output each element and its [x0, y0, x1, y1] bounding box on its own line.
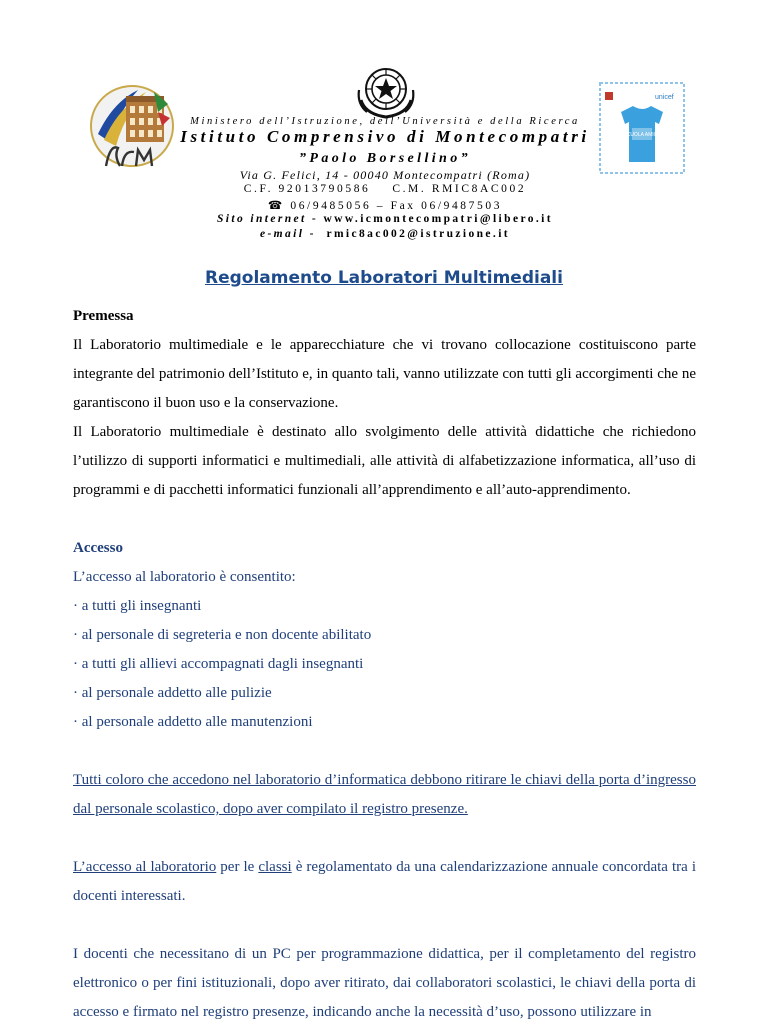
school-name: Istituto Comprensivo di Montecompatri: [180, 127, 590, 146]
list-item: · al personale addetto alle pulizie: [73, 685, 272, 701]
website-label: Sito internet: [216, 213, 307, 225]
fiscal-codes: [170, 183, 600, 195]
keys-rule: Tutti coloro che accedono nel laboratorio d’informatica debbono ritirare le chiavi della porta d’ingresso dal personale scolastico, dopo aver compilato il registro presenze.: [73, 772, 696, 817]
classes-rule-text: per le: [216, 859, 259, 875]
premessa-paragraph-2: Il Laboratorio multimediale è destinato allo svolgimento delle attività didattiche che richiedono l’utilizzo di supporti informatici e multimediali, alle attività di alfabetizzazione informatica, all’uso di programmi e di pacchetti informatici funzionali all’apprendimento e all’auto-apprendimento.: [73, 424, 696, 498]
teachers-rule: I docenti che necessitano di un PC per programmazione didattica, per il completamento del registro elettronico o per fini istituzionali, dopo aver ritirato, dai collaboratori scolastici, le chiavi della porta di accesso e firmato nel registro presenze, indicando anche la necessità d’uso, possono utilizzare in: [73, 946, 696, 1020]
list-item: · al personale addetto alle manutenzioni: [73, 714, 313, 730]
phone-fax: 06/9485056 – Fax 06/9487503: [290, 200, 503, 212]
mechanographic-code: C.M. RMIC8AC002: [392, 183, 527, 195]
classes-link[interactable]: classi: [258, 859, 292, 875]
classes-rule: [73, 853, 696, 911]
email-label: e-mail: [259, 228, 305, 240]
list-item: · a tutti gli allievi accompagnati dagli insegnanti: [73, 656, 364, 672]
lab-access-link[interactable]: L’accesso al laboratorio: [73, 859, 217, 875]
website-address[interactable]: www.icmontecompatri@libero.it: [323, 213, 553, 225]
premessa-paragraph-1: Il Laboratorio multimediale e le apparecchiature che vi trovano collocazione costituiscono parte integrante del patrimonio dell’Istituto e, in quanto tali, vanno utilizzate con tutti gli accorgimenti che ne garantiscono il buon uso e la conservazione.: [73, 337, 696, 411]
email-line: e-mail - rmic8ac002@istruzione.it: [259, 228, 511, 240]
phone-fax-line: [170, 198, 600, 212]
republic-emblem-icon: [355, 62, 417, 120]
website-line: Sito internet - www.icmontecompatri@libero.it: [216, 213, 553, 225]
email-address[interactable]: rmic8ac002@istruzione.it: [326, 228, 511, 240]
school-address: Via G. Felici, 14 - 00040 Montecompatri (Roma): [239, 168, 531, 182]
document-title: Regolamento Laboratori Multimediali: [205, 268, 563, 288]
school-logo: [88, 82, 176, 174]
svg-text:unicef: unicef: [655, 94, 674, 101]
list-item: · a tutti gli insegnanti: [73, 598, 202, 614]
classes-rule-end: è regolamentato da una calendarizzazione annuale concordata tra i docenti interessati.: [73, 859, 697, 904]
document-body: [73, 302, 696, 1027]
list-item: · al personale di segreteria e non docente abilitato: [73, 627, 372, 643]
accesso-heading: Accesso: [73, 540, 123, 556]
school-dedication: ”Paolo Borsellino”: [298, 151, 472, 166]
unicef-scuola-amica-logo: [599, 82, 685, 174]
svg-text:SCUOLA AMICA: SCUOLA AMICA: [623, 132, 661, 138]
premessa-heading: Premessa: [73, 308, 134, 324]
accesso-intro: L’accesso al laboratorio è consentito:: [73, 569, 296, 585]
phone-icon: ☎: [267, 200, 285, 212]
fiscal-code: C.F. 92013790586: [243, 183, 371, 195]
ministry-name: Ministero dell’Istruzione, dell’Università e della Ricerca: [190, 116, 580, 127]
